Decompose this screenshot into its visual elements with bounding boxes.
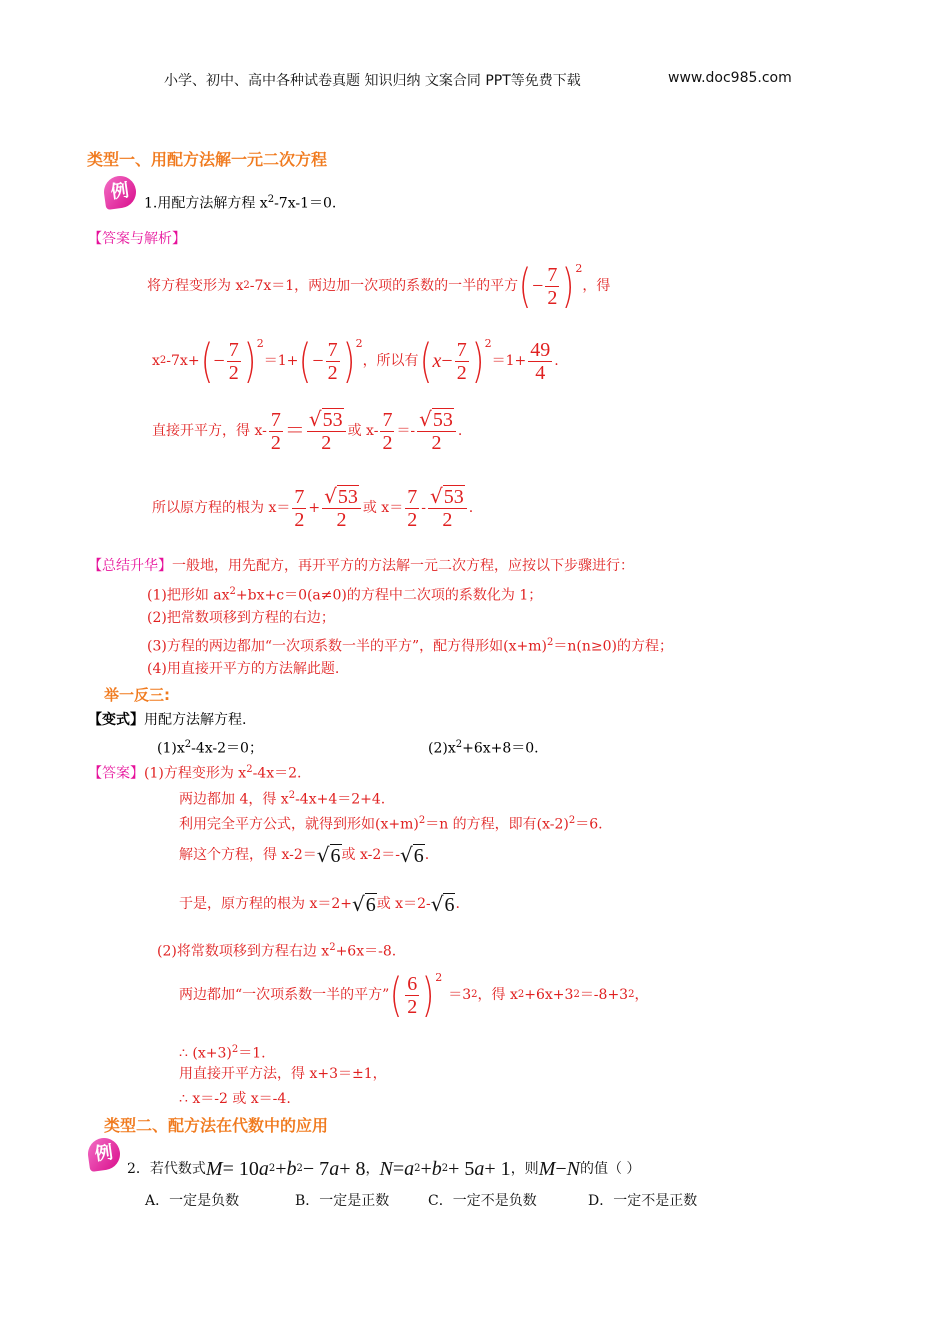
variant-problem-1: $(1)x^2-4x-2=0$； xyxy=(157,739,263,757)
question-1: 1.用配方法解方程 $x^2-7x-1=0$. xyxy=(144,194,337,212)
practice-answer-1: 【答案】(1)方程变形为 $x^2-4x=2$. xyxy=(88,764,302,782)
solution-line-3: 直接开平方，得 x- $\frac{7}{2}$ ＝ $\frac{√53}{2}$ 或 x- $\frac{7}{2}$ ＝- $\frac{√53}{2}$ . xyxy=(152,407,463,454)
practice-answer-2: 两边都加 4，得 $x^2-4x+4=2+4$. xyxy=(179,790,386,808)
practice-answer-b5: ∴ x＝-2 或 x＝-4. xyxy=(179,1091,291,1107)
summary-step-3: (3)方程的两边都加“一次项系数一半的平方”，配方得形如$(x+m)^2=n(n\ge 0)$的方程； xyxy=(147,637,673,655)
practice-title: 举一反三: xyxy=(104,686,170,704)
solution-line-1: 将方程变形为 x 2 -7x＝1，两边加一次项的系数的一半的平方 ( − $\frac{7}{2}$ ) 2 ，得 xyxy=(147,259,611,313)
question-2: 2．若代数式 M = 10 a 2 + b 2 − 7 a + 8 ， N = a 2 + b 2 + 5 a + 1 ，则 M − N 的值（ ） xyxy=(127,1158,641,1180)
summary-step-2: (2)把常数项移到方程的右边； xyxy=(147,610,335,626)
section-title-1: 类型一、用配方法解一元二次方程 xyxy=(87,150,328,169)
summary-step-4: (4)用直接开平方的方法解此题. xyxy=(147,661,340,677)
option-b[interactable]: B．一定是正数 xyxy=(295,1193,390,1209)
practice-answer-b2: 两边都加“一次项系数一半的平方” ( $\frac{6}{2}$ ) 2 ＝3 2 ，得 x 2 +6x+3 2 ＝-8+3 2 ， xyxy=(179,968,649,1022)
variant-line: 【变式】用配方法解方程. xyxy=(88,712,247,728)
example-badge-icon: 例 xyxy=(102,174,138,210)
header-slogan: 小学、初中、高中各种试卷真题 知识归纳 文案合同 PPT等免费下载 xyxy=(164,73,581,89)
example-badge-icon-2: 例 xyxy=(86,1136,122,1172)
practice-answer-4: 解这个方程，得 x-2＝ √6 或 x-2＝- √6 . xyxy=(179,842,430,867)
practice-answer-b4: 用直接开平方法，得 x+3＝±1， xyxy=(179,1066,387,1082)
summary-step-1: (1)把形如 $ax^2+bx+c=0(a\ne 0)$的方程中二次项的系数化为 1； xyxy=(147,586,543,604)
option-a[interactable]: A．一定是负数 xyxy=(145,1193,240,1209)
section-title-2: 类型二、配方法在代数中的应用 xyxy=(104,1116,329,1135)
summary-intro: 【总结升华】一般地，用先配方，再开平方的方法解一元二次方程，应按以下步骤进行： xyxy=(88,558,634,574)
option-c[interactable]: C．一定不是负数 xyxy=(428,1193,537,1209)
solution-line-4: 所以原方程的根为 x＝ $\frac{7}{2}$ + $\frac{√53}{2}$ 或 x＝ $\frac{7}{2}$ - $\frac{√53}{2}$ . xyxy=(152,484,474,531)
variant-problem-2: $(2)x^2+6x+8=0$. xyxy=(428,739,539,757)
header-website[interactable]: www.doc985.com xyxy=(668,70,792,86)
practice-answer-b1: (2)将常数项移到方程右边 $x^2+6x=-8$. xyxy=(157,942,397,960)
answer-tag: 【答案与解析】 xyxy=(88,231,186,247)
practice-answer-b3: ∴ $(x+3)^2=1$. xyxy=(179,1044,266,1062)
practice-answer-3: 利用完全平方公式，就得到形如$(x+m)^2=n$ 的方程，即有$(x-2)^2=6$. xyxy=(179,815,603,833)
solution-line-2: x 2 -7x+ ( − $\frac{7}{2}$ ) 2 ＝1+ ( − $\frac{7}{2}$ ) 2 ，所以有 ( x − $\frac{7}{2}$ ) 2 ＝1+ $\frac{49}{4}$ . xyxy=(152,334,559,388)
option-d[interactable]: D．一定不是正数 xyxy=(588,1193,698,1209)
practice-answer-5: 于是，原方程的根为 x＝2+ √6 或 x＝2- √6 . xyxy=(179,891,460,916)
